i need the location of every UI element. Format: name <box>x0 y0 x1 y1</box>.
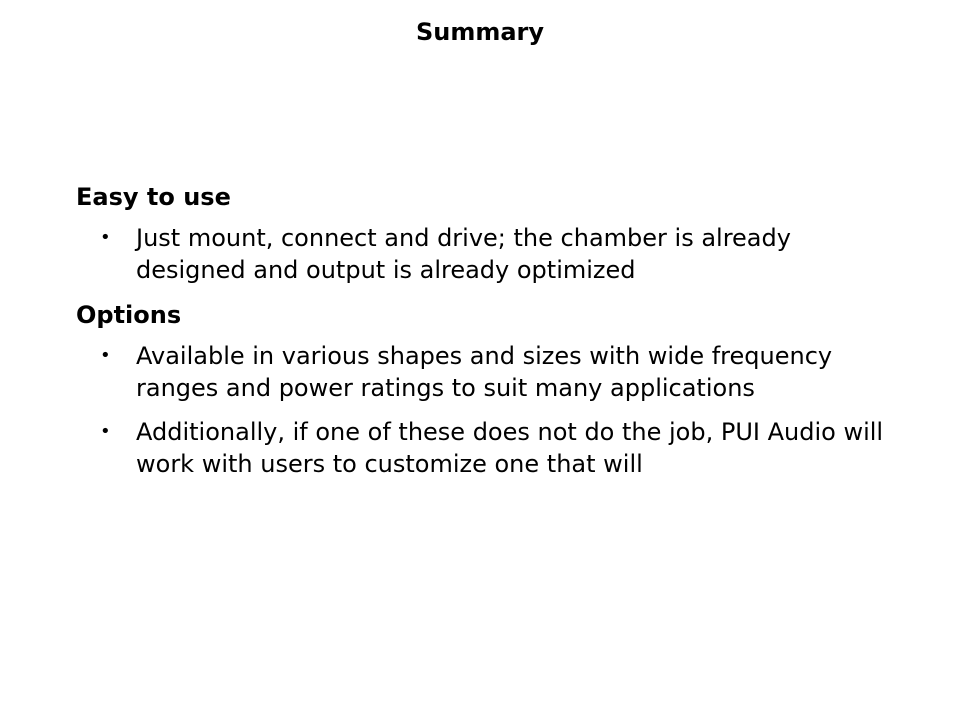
slide-content <box>76 180 896 492</box>
bullet-item <box>76 416 896 480</box>
bullet-list <box>76 340 896 480</box>
bullet-dot-icon: • <box>100 421 111 442</box>
bullet-list <box>76 222 896 286</box>
bullet-dot-icon: • <box>100 345 111 366</box>
bullet-item <box>76 222 896 286</box>
bullet-text: Just mount, connect and drive; the chamber is already designed and output is already optimized <box>136 224 791 284</box>
section-options <box>76 298 896 480</box>
slide-title: Summary <box>415 18 545 46</box>
bullet-dot-icon: • <box>100 227 111 248</box>
bullet-item <box>76 340 896 404</box>
section-easy-to-use <box>76 180 896 286</box>
section-heading: Options <box>76 301 182 329</box>
section-heading: Easy to use <box>76 183 231 211</box>
bullet-text: Available in various shapes and sizes with wide frequency ranges and power ratings to suit many applications <box>136 342 833 402</box>
bullet-text: Additionally, if one of these does not do the job, PUI Audio will work with users to customize one that will <box>136 418 884 478</box>
